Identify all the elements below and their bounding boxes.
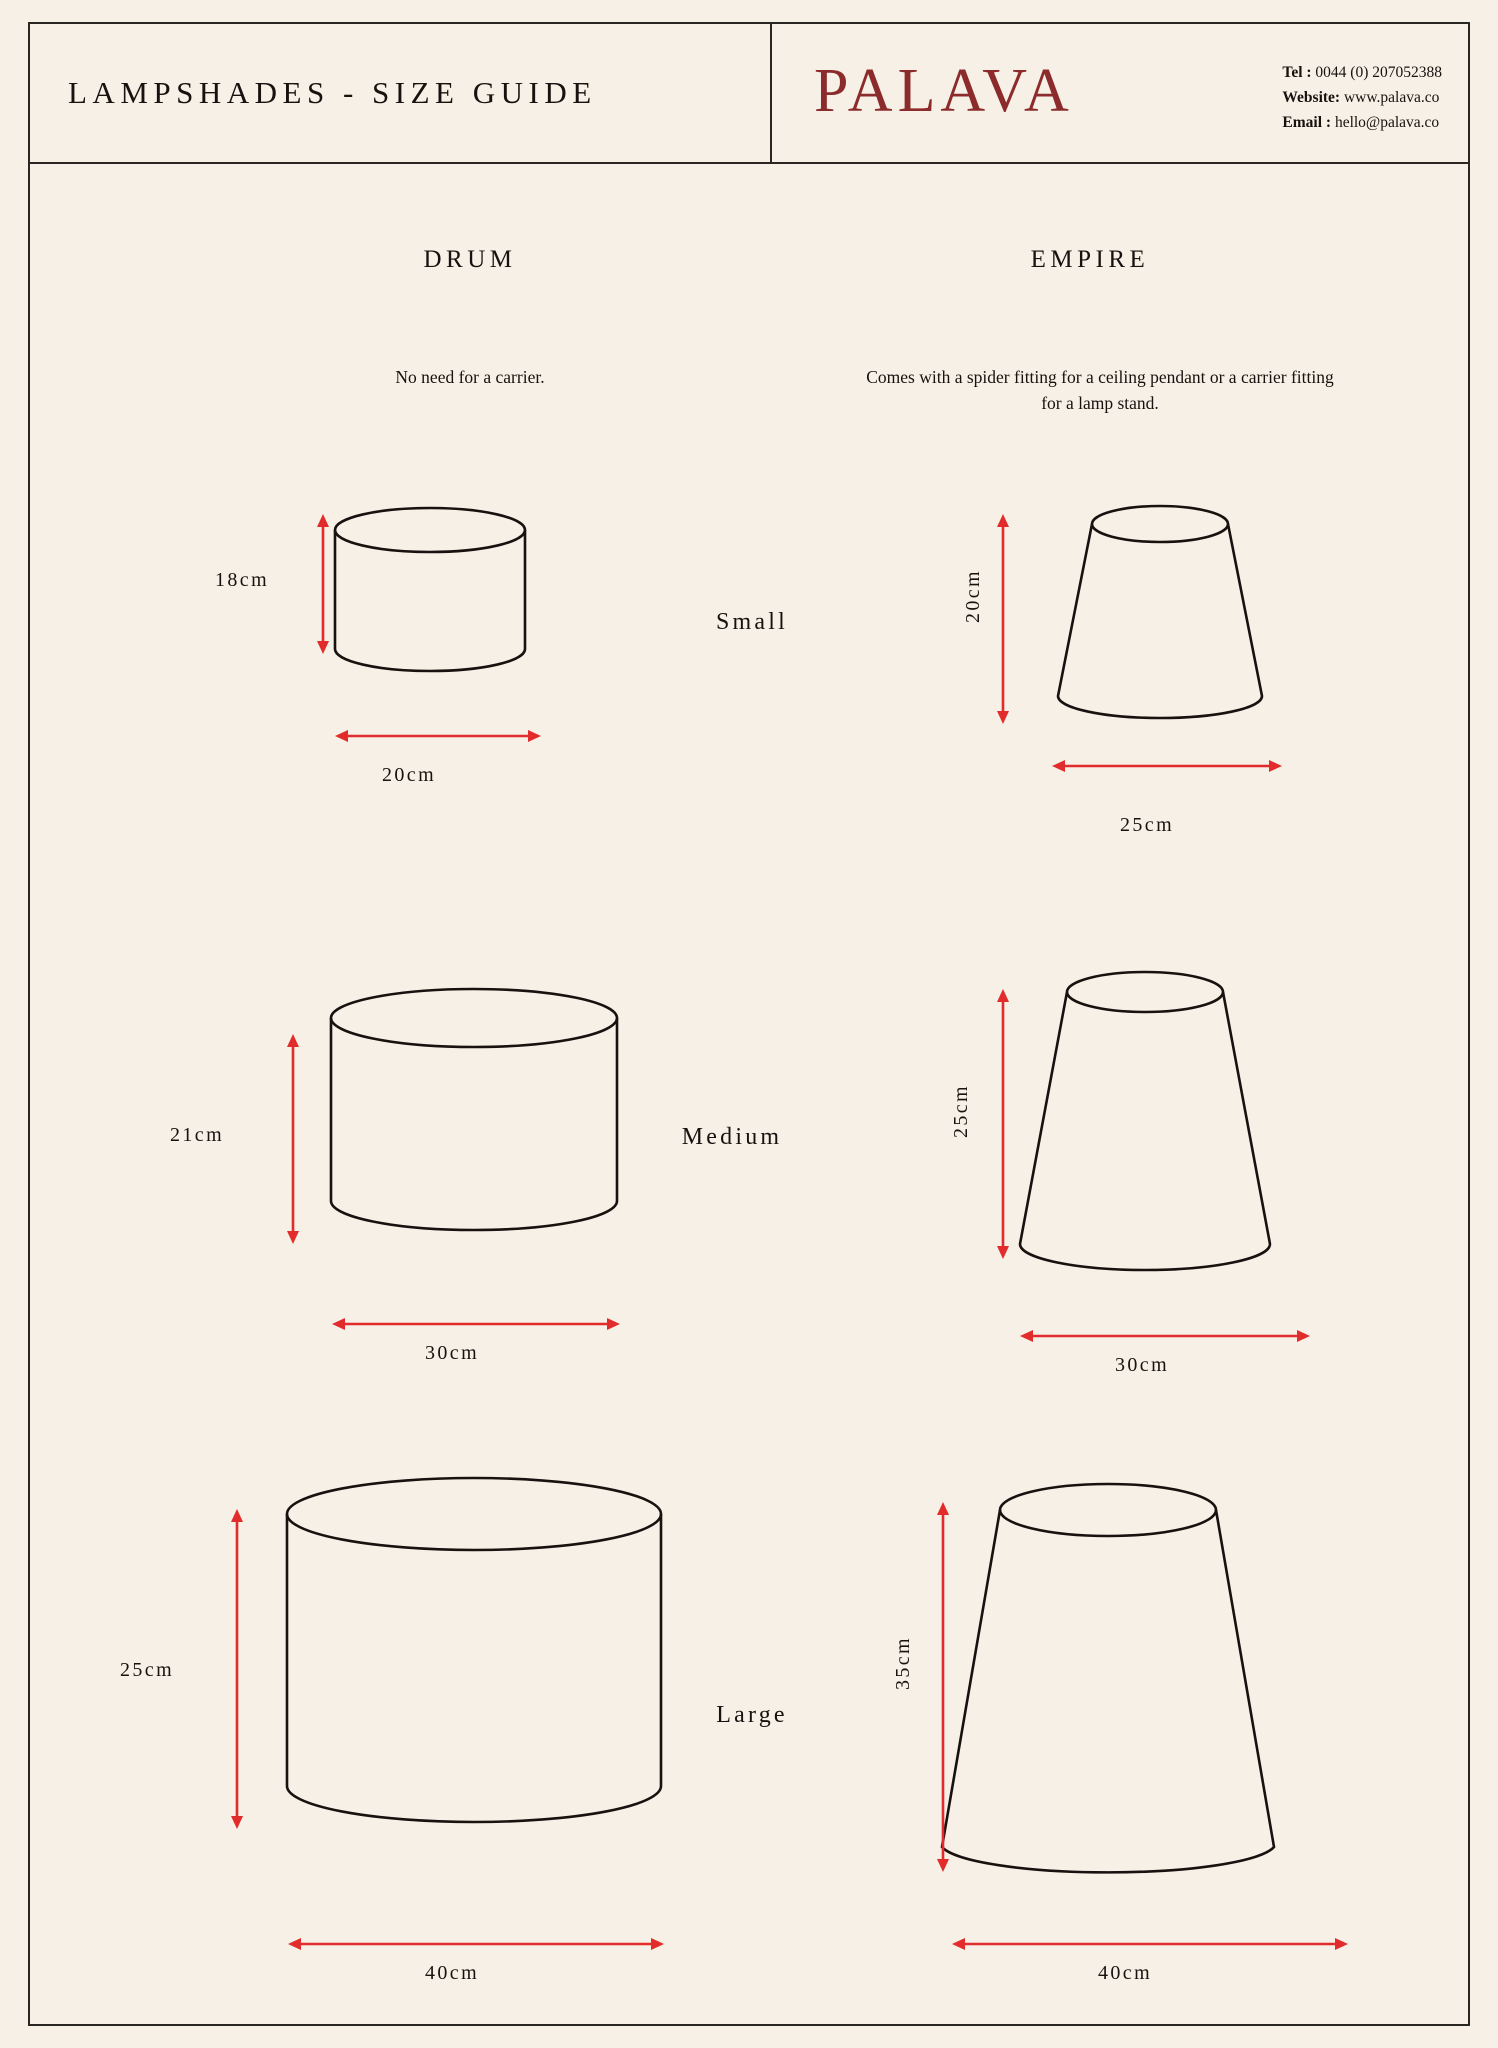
contact-block [1282, 60, 1442, 135]
column-heading-drum: DRUM [423, 246, 517, 273]
page-header [30, 24, 1468, 164]
contact-email-row [1282, 110, 1442, 135]
drum-large-width-dimension [288, 1932, 664, 1956]
contact-tel-label: Tel : [1282, 64, 1312, 81]
drum-medium-height-dimension [278, 1034, 308, 1244]
size-label-small: Small [715, 609, 788, 635]
drum-medium-width-label: 30cm [425, 1342, 480, 1364]
empire-small-shape [1030, 496, 1290, 746]
empire-large-shape [920, 1472, 1360, 1892]
empire-medium-width-label: 30cm [1115, 1354, 1170, 1376]
header-brand-cell [772, 24, 1468, 162]
contact-tel-row [1282, 60, 1442, 85]
column-note-empire: Comes with a spider fitting for a ceiling pendant or a carrier fitting for a lamp stand. [866, 367, 1334, 414]
drum-small-width-dimension [335, 724, 541, 748]
empire-small-width-dimension [1052, 754, 1282, 778]
size-label-large: Large [716, 1702, 788, 1728]
drum-small-height-label: 18cm [215, 569, 270, 591]
drum-large-shape [282, 1476, 702, 1876]
header-title-cell [30, 24, 772, 162]
drum-medium-height-label: 21cm [170, 1124, 225, 1146]
drum-large-height-dimension [222, 1509, 252, 1829]
empire-small-height-dimension [988, 514, 1018, 724]
drum-large-width-label: 40cm [425, 1962, 480, 1984]
empire-large-height-label: 35cm [892, 1636, 914, 1691]
empire-medium-height-label: 25cm [950, 1084, 972, 1139]
contact-website-label: Website: [1282, 89, 1341, 107]
empire-medium-shape [1000, 962, 1320, 1282]
contact-tel-value: 0044 (0) 207052388 [1315, 64, 1442, 81]
contact-email-value: hello@palava.co [1334, 114, 1440, 132]
empire-small-width-label: 25cm [1120, 814, 1175, 836]
column-note-drum: No need for a carrier. [395, 367, 545, 387]
contact-website-row [1282, 85, 1442, 110]
size-label-medium: Medium [681, 1124, 783, 1150]
drum-medium-shape [326, 986, 646, 1276]
empire-medium-width-dimension [1020, 1324, 1310, 1348]
page-title: LAMPSHADES - SIZE GUIDE [68, 75, 597, 110]
empire-medium-height-dimension [988, 989, 1018, 1259]
contact-website-value: www.palava.co [1343, 89, 1440, 107]
column-heading-empire: EMPIRE [1030, 246, 1150, 273]
brand-logo: PALAVA [814, 57, 1074, 125]
drum-medium-width-dimension [332, 1312, 620, 1336]
empire-large-height-dimension [928, 1502, 958, 1872]
drum-small-shape [330, 504, 560, 704]
contact-email-label: Email : [1282, 114, 1332, 132]
drum-small-width-label: 20cm [382, 764, 437, 786]
empire-small-height-label: 20cm [962, 569, 984, 624]
empire-large-width-dimension [952, 1932, 1348, 1956]
size-guide-page [28, 22, 1470, 2026]
empire-large-width-label: 40cm [1098, 1962, 1153, 1984]
drum-small-height-dimension [308, 514, 338, 654]
drum-large-height-label: 25cm [120, 1659, 175, 1681]
